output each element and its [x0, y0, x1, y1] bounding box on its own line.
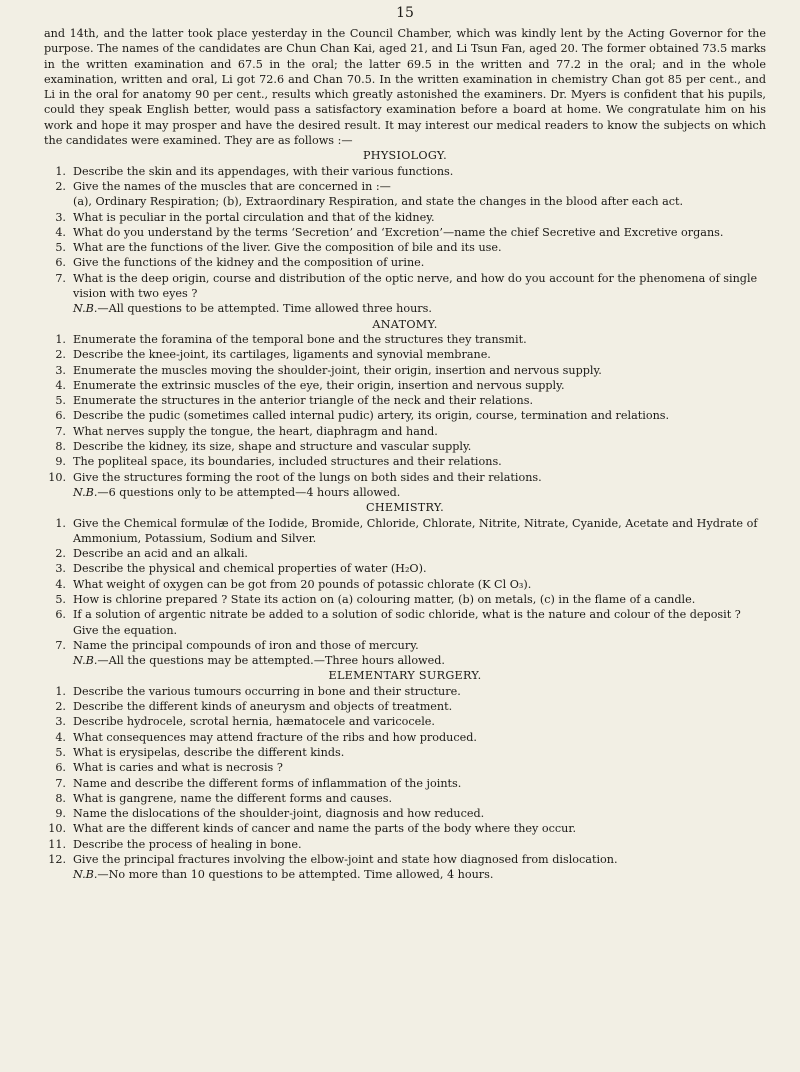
question-text: What do you understand by the terms ‘Secretion’ and ‘Excretion’—name the chief Secretive and Excretive organs.: [73, 225, 724, 239]
question-text: Give the names of the muscles that are concerned in :—: [73, 179, 391, 193]
question-text: What nerves supply the tongue, the heart, diaphragm and hand.: [73, 424, 438, 438]
question-number: 1.: [55, 164, 66, 178]
question-number: 2.: [55, 348, 66, 362]
question-item: [44, 363, 766, 378]
question-text: What are the different kinds of cancer and name the parts of the body where they occur.: [73, 822, 577, 836]
question-text: Name the dislocations of the shoulder-joint, diagnosis and how reduced.: [73, 807, 485, 821]
question-text-wrap: [73, 638, 766, 653]
question-text: Describe the pudic (sometimes called internal pudic) artery, its origin, course, termination and relations.: [73, 409, 670, 423]
question-number: 3.: [55, 715, 66, 729]
question-item: [44, 378, 766, 393]
question-item: [44, 607, 766, 638]
question-text-wrap: [73, 225, 766, 240]
question-text-wrap: [73, 577, 766, 592]
section-note: [44, 867, 766, 882]
question-text-wrap: [73, 821, 766, 836]
section-note: [44, 485, 766, 500]
question-text-wrap: [73, 470, 766, 485]
note-text: —6 questions only to be attempted—4 hours allowed.: [97, 485, 401, 499]
question-item: [44, 179, 766, 210]
question-text-wrap: [73, 255, 766, 270]
question-text: How is chlorine prepared ? State its action on (a) colouring matter, (b) on metals, (c) in the flame of a candle.: [73, 592, 696, 606]
question-number: 8.: [55, 791, 66, 805]
question-item: [44, 577, 766, 592]
question-number: 5.: [55, 241, 66, 255]
question-item: [44, 332, 766, 347]
question-item: [44, 164, 766, 179]
question-item: [44, 225, 766, 240]
question-number: 7.: [55, 271, 66, 285]
question-number: 6.: [55, 256, 66, 270]
question-number: 4.: [55, 730, 66, 744]
question-item: [44, 684, 766, 699]
question-number: 7.: [55, 424, 66, 438]
question-text: What is erysipelas, describe the different kinds.: [73, 745, 345, 759]
question-text-wrap: [73, 806, 766, 821]
question-number: 9.: [55, 807, 66, 821]
question-text-wrap: [73, 516, 766, 547]
question-text-wrap: [73, 745, 766, 760]
question-item: [44, 408, 766, 423]
question-text: What consequences may attend fracture of the ribs and how produced.: [73, 730, 477, 744]
question-text: Enumerate the foramina of the temporal bone and the structures they transmit.: [73, 332, 527, 346]
question-number: 1.: [55, 516, 66, 530]
question-number: 2.: [55, 700, 66, 714]
question-text: Give the principal fractures involving the elbow-joint and state how diagnosed from dislocation.: [73, 853, 618, 867]
question-text-wrap: [73, 760, 766, 775]
question-number: 1.: [55, 684, 66, 698]
question-text-wrap: [73, 776, 766, 791]
question-text-wrap: [73, 730, 766, 745]
question-text: Describe the kidney, its size, shape and structure and vascular supply.: [73, 440, 472, 454]
question-item: [44, 516, 766, 547]
question-text: Describe the different kinds of aneurysm and objects of treatment.: [73, 700, 453, 714]
question-number: 9.: [55, 455, 66, 469]
question-text-wrap: [73, 852, 766, 867]
question-number: 7.: [55, 638, 66, 652]
question-text-wrap: [73, 837, 766, 852]
question-item: [44, 714, 766, 729]
question-number: 3.: [55, 210, 66, 224]
question-number: 6.: [55, 409, 66, 423]
question-text-wrap: [73, 210, 766, 225]
question-text: Give the structures forming the root of the lungs on both sides and their relations.: [73, 470, 542, 484]
question-text-wrap: [73, 607, 766, 638]
question-number: 5.: [55, 745, 66, 759]
question-number: 4.: [55, 378, 66, 392]
question-text-wrap: [73, 240, 766, 255]
note-label: N.B.: [73, 868, 98, 882]
question-item: [44, 546, 766, 561]
question-item: [44, 393, 766, 408]
question-item: [44, 730, 766, 745]
question-number: 3.: [55, 363, 66, 377]
note-label: N.B.: [73, 654, 98, 668]
question-text-wrap: [73, 454, 766, 469]
question-text: Enumerate the muscles moving the shoulder-joint, their origin, insertion and nervous supply.: [73, 363, 602, 377]
question-number: 6.: [55, 761, 66, 775]
question-text: What are the functions of the liver. Give the composition of bile and its use.: [73, 241, 502, 255]
question-item: [44, 592, 766, 607]
question-text-wrap: [73, 179, 766, 210]
question-text-wrap: [73, 408, 766, 423]
question-number: 10.: [48, 470, 66, 484]
exam-sections: [44, 148, 766, 882]
question-number: 7.: [55, 776, 66, 790]
section-physiology: [44, 148, 766, 316]
question-text: What is the deep origin, course and distribution of the optic nerve, and how do you account for the phenomena of single vision with two eyes ?: [73, 271, 758, 301]
question-number: 8.: [55, 440, 66, 454]
question-text: Describe an acid and an alkali.: [73, 547, 248, 561]
question-text-wrap: [73, 714, 766, 729]
question-text: What is peculiar in the portal circulation and that of the kidney.: [73, 210, 435, 224]
question-item: [44, 255, 766, 270]
question-text: Describe the skin and its appendages, with their various functions.: [73, 164, 454, 178]
note-label: N.B.: [73, 485, 98, 499]
question-text: Enumerate the structures in the anterior triangle of the neck and their relations.: [73, 394, 534, 408]
question-number: 2.: [55, 179, 66, 193]
question-text: What weight of oxygen can be got from 20 pounds of potassic chlorate (K Cl O₃).: [73, 577, 532, 591]
question-text: Name and describe the different forms of inflammation of the joints.: [73, 776, 462, 790]
question-number: 2.: [55, 547, 66, 561]
question-text-wrap: [73, 592, 766, 607]
intro-paragraph: [44, 26, 766, 148]
question-text-wrap: [73, 561, 766, 576]
question-item: [44, 424, 766, 439]
question-text-wrap: [73, 332, 766, 347]
question-number: 5.: [55, 394, 66, 408]
question-text: What is caries and what is necrosis ?: [73, 761, 283, 775]
question-number: 3.: [55, 562, 66, 576]
section-chemistry: [44, 500, 766, 668]
question-text-wrap: [73, 164, 766, 179]
section-title: ELEMENTARY SURGERY.: [328, 669, 482, 683]
question-item: [44, 852, 766, 867]
section-note: [44, 301, 766, 316]
question-number: 12.: [48, 853, 66, 867]
question-number: 4.: [55, 225, 66, 239]
question-number: 11.: [48, 837, 66, 851]
section-anatomy: [44, 317, 766, 501]
question-item: [44, 347, 766, 362]
question-subtext: (a), Ordinary Respiration; (b), Extraordinary Respiration, and state the changes in the blood after each act.: [73, 195, 684, 209]
question-text: Give the functions of the kidney and the composition of urine.: [73, 256, 425, 270]
question-item: [44, 745, 766, 760]
question-number: 10.: [48, 822, 66, 836]
question-text: Describe the knee-joint, its cartilages, ligaments and synovial membrane.: [73, 348, 491, 362]
question-text-wrap: [73, 347, 766, 362]
question-number: 1.: [55, 332, 66, 346]
question-item: [44, 271, 766, 302]
note-text: —No more than 10 questions to be attempted. Time allowed, 4 hours.: [97, 868, 494, 882]
question-item: [44, 791, 766, 806]
question-text: What is gangrene, name the different forms and causes.: [73, 791, 393, 805]
question-text-wrap: [73, 363, 766, 378]
question-text-wrap: [73, 684, 766, 699]
question-text-wrap: [73, 439, 766, 454]
question-text: Describe the physical and chemical properties of water (H₂O).: [73, 562, 427, 576]
question-text-wrap: [73, 791, 766, 806]
question-item: [44, 760, 766, 775]
question-item: [44, 837, 766, 852]
question-item: [44, 821, 766, 836]
question-text: If a solution of argentic nitrate be added to a solution of sodic chloride, what is the nature and colour of the deposit ? Give the equation.: [73, 608, 741, 637]
question-number: 5.: [55, 592, 66, 606]
question-item: [44, 638, 766, 653]
section-title: CHEMISTRY.: [365, 501, 445, 515]
question-text-wrap: [73, 271, 766, 302]
question-item: [44, 210, 766, 225]
question-item: [44, 454, 766, 469]
question-text: Name the principal compounds of iron and those of mercury.: [73, 638, 419, 652]
question-item: [44, 776, 766, 791]
note-label: N.B.: [73, 302, 98, 316]
question-text-wrap: [73, 546, 766, 561]
question-text: Describe hydrocele, scrotal hernia, hæmatocele and varicocele.: [73, 715, 435, 729]
question-number: 6.: [55, 608, 66, 622]
section-title: PHYSIOLOGY.: [362, 149, 448, 163]
question-text-wrap: [73, 424, 766, 439]
question-text: Give the Chemical formulæ of the Iodide, Bromide, Chloride, Chlorate, Nitrite, Nitrate, Cyanide, Acetate and Hydrate of Ammonium, Potassium, Sodium and Silver.: [73, 516, 758, 545]
question-text-wrap: [73, 393, 766, 408]
question-item: [44, 699, 766, 714]
question-item: [44, 806, 766, 821]
question-text: The popliteal space, its boundaries, included structures and their relations.: [73, 455, 502, 469]
section-note: [44, 653, 766, 668]
section-title: ANATOMY.: [372, 317, 438, 331]
question-text-wrap: [73, 378, 766, 393]
question-text: Describe the process of healing in bone.: [73, 837, 302, 851]
question-text: Describe the various tumours occurring in bone and their structure.: [73, 684, 461, 698]
question-text-wrap: [73, 699, 766, 714]
question-item: [44, 470, 766, 485]
section-elementary-surgery: [44, 668, 766, 882]
note-text: —All the questions may be attempted.—Three hours allowed.: [97, 654, 445, 668]
question-item: [44, 439, 766, 454]
intro-text: and 14th, and the latter took place yesterday in the Council Chamber, which was kindly lent by the Acting Governor for the purpose. The names of the candidates are Chun Chan Kai, aged 21, and Li Tsun Fan, aged 20. The former obtained 73.5 marks in the written examination and 67.5 in the oral; the latter 69.5 in the written and 77.2 in the oral; and in the whole examination, written and oral, Li got 72.6 and Chan 70.5. In the written examination in chemistry Chan got 85 per cent., and Li in the oral for anatomy 90 per cent., results which greatly astonished the examiners. Dr. Myers is confident that his pupils, could they speak English better, would pass a satisfactory examination before a board at home. We congratulate him on his work and hope it may prosper and have the desired result. It may interest our medical readers to know the subjects on which the candidates were examined. They are as follows :—: [44, 27, 766, 148]
question-text: Enumerate the extrinsic muscles of the eye, their origin, insertion and nervous supply.: [73, 378, 565, 392]
question-number: 4.: [55, 577, 66, 591]
question-item: [44, 240, 766, 255]
note-text: —All questions to be attempted. Time allowed three hours.: [97, 302, 432, 316]
question-item: [44, 561, 766, 576]
page-number: 15: [396, 5, 414, 21]
